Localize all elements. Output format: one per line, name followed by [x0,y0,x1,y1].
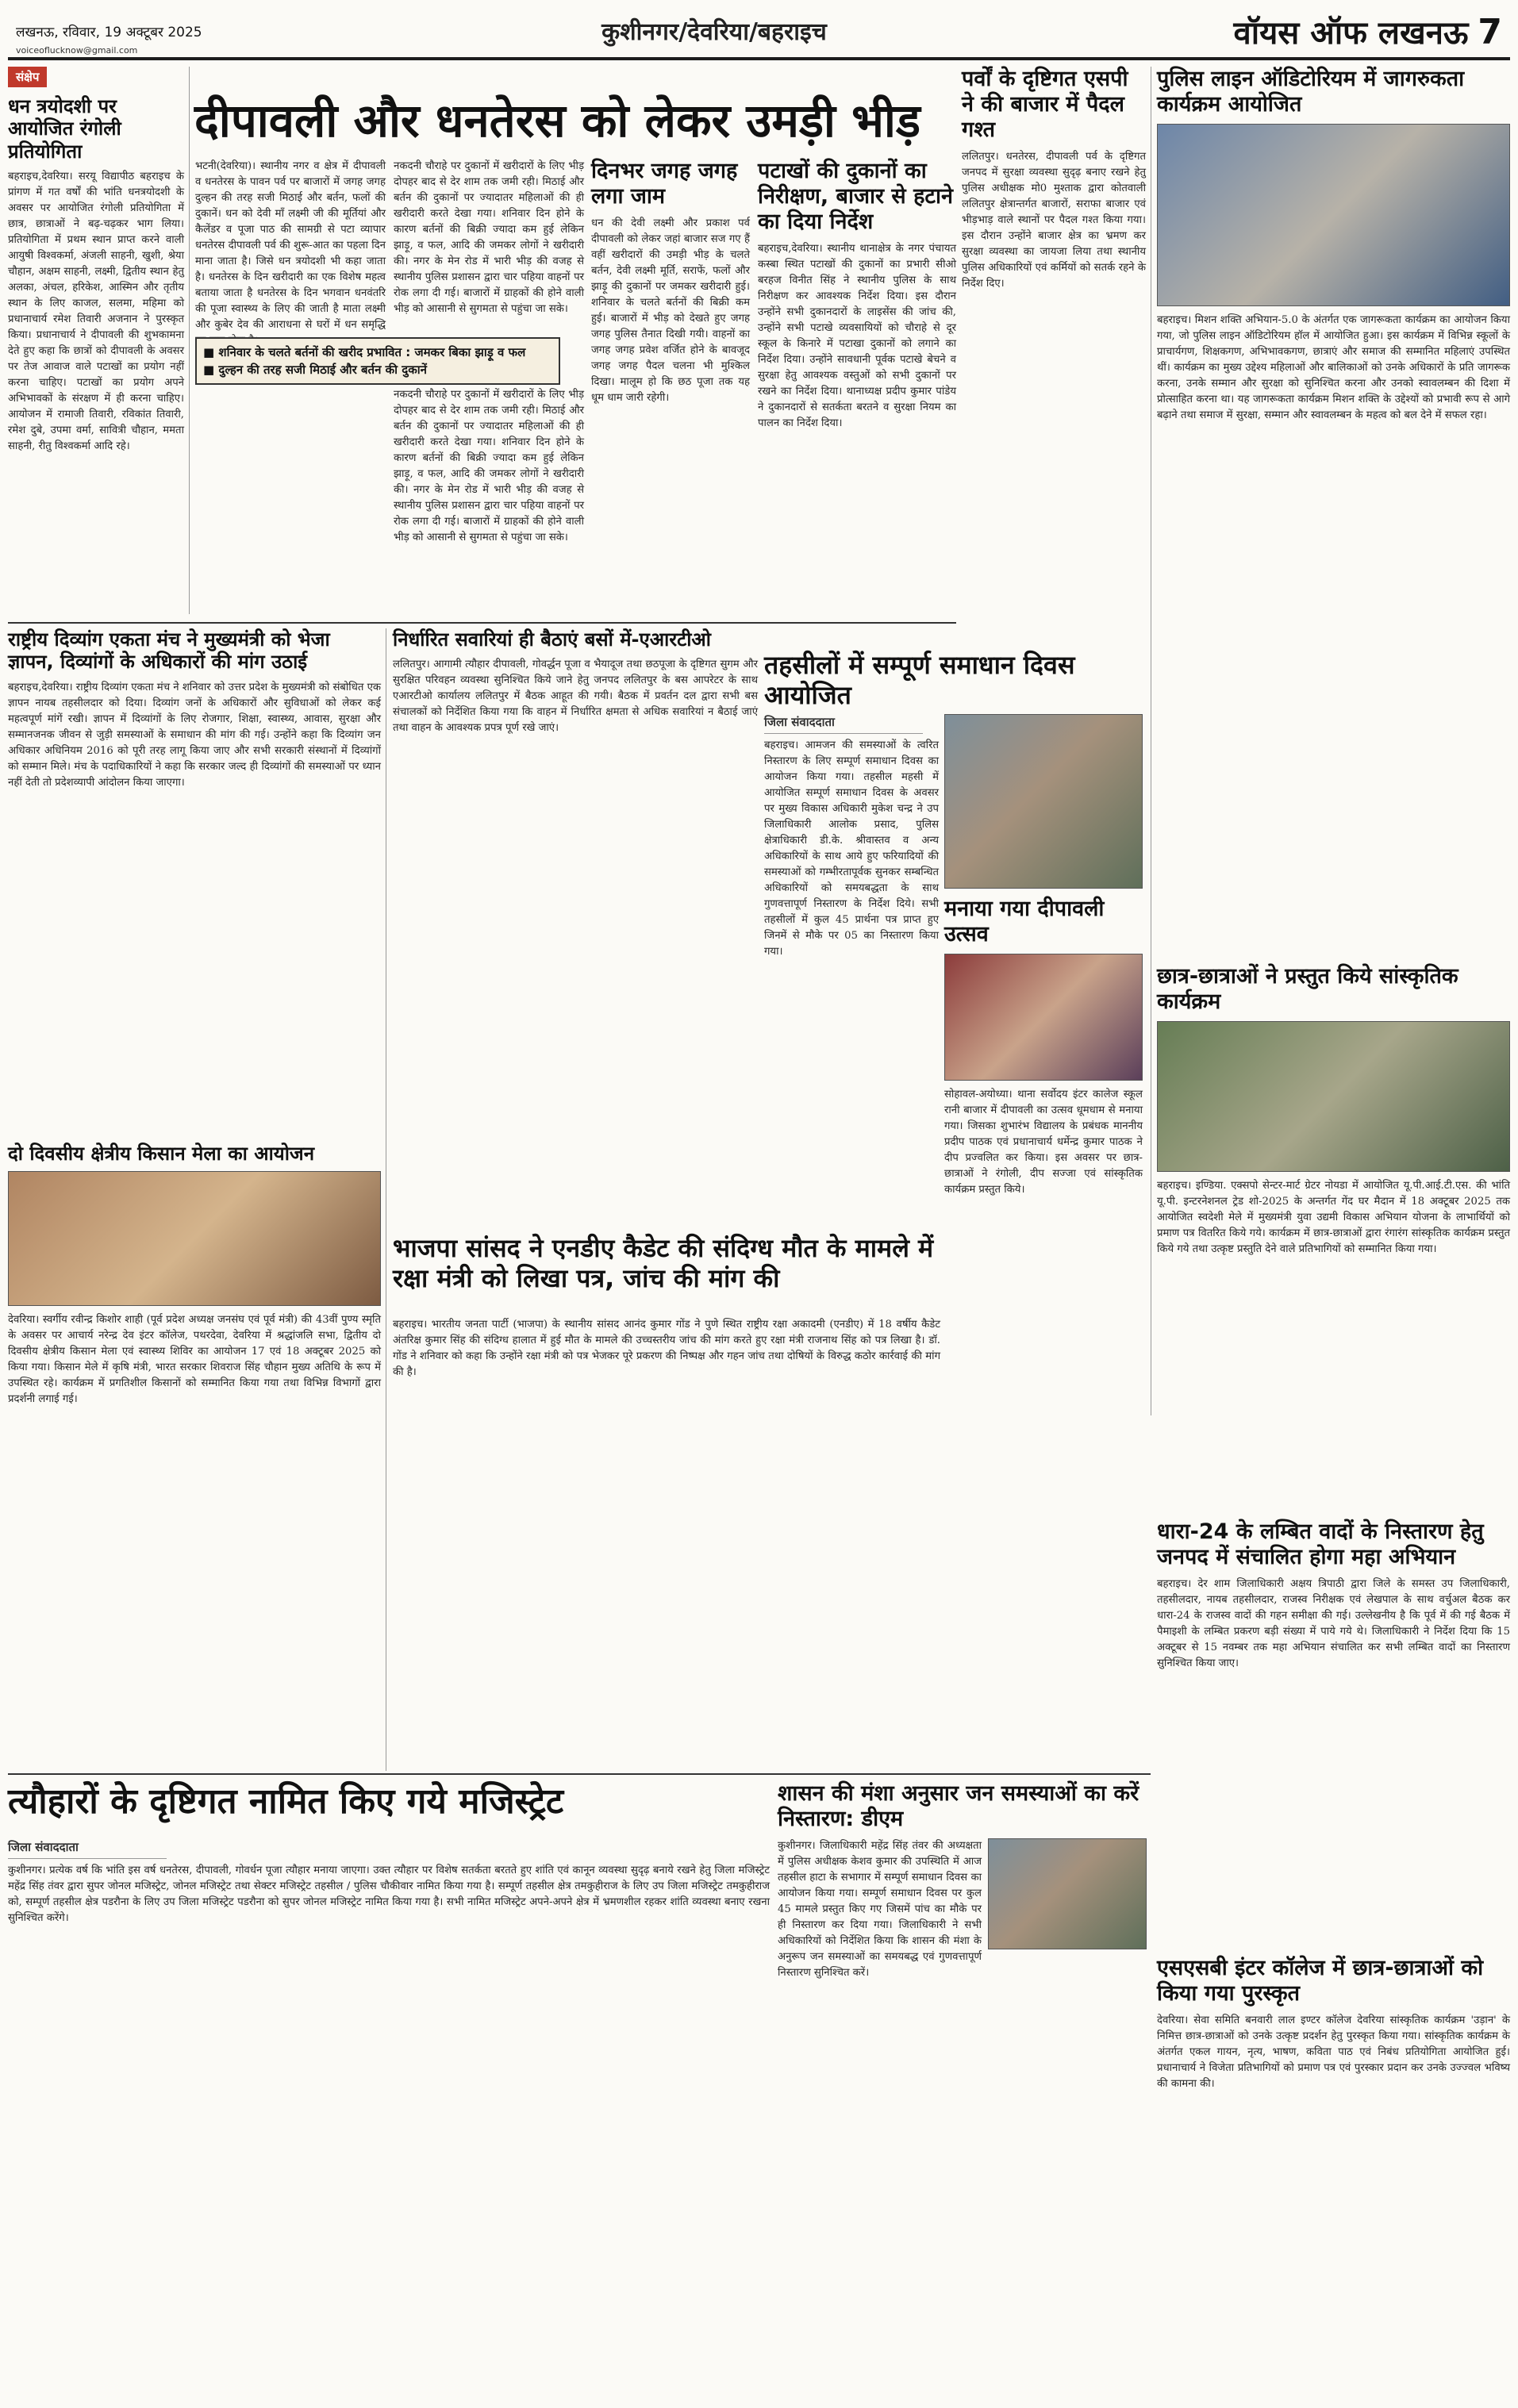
sankshep-headline: धन त्रयोदशी पर आयोजित रंगोली प्रतियोगिता [8,95,121,163]
shasan-photo [988,1838,1147,1949]
bhajpa-body-col [393,1317,944,1769]
lead-pullquotes [195,337,560,385]
lead-body-col3 [394,387,588,617]
sampoorn-body: बहराइच। आमजन की समस्याओं के त्वरित निस्तारण के लिए सम्पूर्ण समाधान दिवस का आयोजन किया गया। तहसील महसी में आयोजित सम्पूर्ण समाधान दिवस के अवसर पर मुख्य विकास अधिकारी मुकेश चन्द्र ने उप जिलाधिकारी आलोक प्रसाद, पुलिस क्षेत्राधिकारी डी.के. श्रीवास्तव व अन्य अधिकारियों के साथ आये हुए फरियादियों की समस्याओं को गम्भीरतापूर्वक सुनकर सम्बन्धित अधिकारियों को समयबद्धता के साथ गुणवत्तापूर्ण निस्तारण के निर्देश दिये। सभी तहसीलों में कुल 45 प्रार्थना पत्र प्राप्त हुए जिनमें से मौके पर 05 का निस्तारण किया गया। [764,739,943,958]
lead-headline: दीपावली और धनतेरस को लेकर उमड़ी भीड़ [194,94,920,148]
masthead-rule [8,57,1510,60]
pull-quote: ■ दुल्हन की तरह सजी मिठाई और बर्तन की दुकानें [203,361,552,378]
dhara24-story [1157,1519,1514,1948]
sampoorn-byline: जिला संवाददाता [764,714,923,734]
deepawali-utsav-photo [944,954,1143,1081]
sampoorn-body-col [764,738,943,1230]
police-line-headline: पुलिस लाइन ऑडिटोरियम में जागरुकता कार्यक्रम आयोजित [1157,67,1465,117]
dhara24-headline: धारा-24 के लम्बित वादों के निस्तारण हेतु जनपद में संचालित होगा महा अभियान [1157,1519,1484,1569]
artb-story [393,628,762,1223]
sankshep-tag: संक्षेप [8,67,47,87]
dinbhar-story [591,159,754,623]
section-rule [8,1773,1151,1775]
dhara24-body: बहराइच। देर शाम जिलाधिकारी अक्षय त्रिपाठी द्वारा जिले के समस्त उप जिलाधिकारी, तहसीलदार, नायब तहसीलदार, राजस्व निरीक्षक एवं लेखपाल के साथ वर्चुअल बैठक कर धारा-24 के राजस्व वादों की गहन समीक्षा की गई। उल्लेखनीय है कि पूर्व में की गई बैठक में पैमाइशी के लम्बित प्रकरण बड़ी संख्या में पाये गये थे। जिलाधिकारी ने निर्देश दिया कि 15 अक्टूबर से 15 नवम्बर तक महा अभियान संचालित कर सभी लम्बित वादों का निस्तारण सुनिश्चित किया जाए। [1157,1577,1514,1669]
lead-continuation-2: नकदनी चौराहे पर दुकानों में खरीदारों के लिए भीड़ दोपहर बाद से देर शाम तक जमी रही। मिठाई और बर्तन की दुकानों पर ज्यादातर महिलाओं की ही खरीदारी करते देखा गया। शनिवार दिन होने के कारण बर्तनों की बिक्री ज्यादा कम हुई लेकिन झाड़ू, व फल, आदि की जमकर लोगों ने खरीदारी की। नगर के मेन रोड में भारी भीड़ की वजह से स्थानीय पुलिस प्रशासन द्वारा चार पहिया वाहनों पर रोक लगा दी गई। बाजारों में ग्राहकों की होने वाली भीड़ को आसानी से सुगमता से पहुंचा जा सके। [394,389,588,543]
essabi-story [1157,1956,1514,2400]
police-line-photo [1157,124,1510,306]
paidal-gasht-story [962,67,1150,622]
majistret-body-col [8,1863,774,2395]
page-number: 7 [1478,12,1502,52]
cultural-photo [1157,1021,1510,1172]
pull-quote: ■ शनिवार के चलते बर्तनों की खरीद प्रभावित : जमकर बिका झाड़ू व फल [203,344,552,361]
patakhe-headline: पटाखों की दुकानों का निरीक्षण, बाजार से हटाने का दिया निर्देश [758,159,954,234]
cultural-story [1157,964,1514,1511]
issue-date [16,22,202,56]
majistret-byline: जिला संवाददाता [8,1839,167,1859]
deepawali-utsav-story [944,897,1147,1412]
lead-body-col1 [195,159,386,619]
divyang-headline: राष्ट्रीय दिव्यांग एकता मंच ने मुख्यमंत्री को भेजा ज्ञापन, दिव्यांगों के अधिकारों की मांग उठाई [8,628,330,674]
contact-email: voiceoflucknow@gmail.com [16,45,138,56]
majistret-headline: त्यौहारों के दृष्टिगत नामित किए गये मजिस्ट्रेट [8,1781,564,1822]
divyang-story [8,628,385,1136]
shasan-body: कुशीनगर। जिलाधिकारी महेंद्र सिंह तंवर की अध्यक्षता में पुलिस अधीक्षक केशव कुमार की उपस्थिति में आज तहसील हाटा के सभागार में सम्पूर्ण समाधान दिवस का आयोजन किया गया। सम्पूर्ण समाधान दिवस पर कुल 45 मामले प्रस्तुत किए गए जिसमें पांच का मौके पर ही निस्तारण कर दिया गया। जिलाधिकारी ने सभी अधिकारियों को निर्देशित किया कि शासन की मंशा के अनुरूप जन समस्याओं का समयबद्ध एवं गुणवत्तापूर्ण निस्तारण सुनिश्चित करें। [778,1839,986,1979]
column-divider [189,67,190,614]
paidal-gasht-headline: पर्वों के दृष्टिगत एसपी ने की बाजार में पैदल गश्त [962,67,1128,142]
lead-body-col2 [394,159,588,333]
masthead-brand [1233,10,1502,53]
cultural-body: बहराइच। इण्डिया. एक्सपो सेन्टर-मार्ट ग्रेटर नोयडा में आयोजित यू.पी.आई.टी.एस. की भांति यू.पी. इन्टरनेशनल ट्रेड शो-2025 के अन्तर्गत गेंद घर मैदान में 18 अक्टूबर 2025 तक आयोजित स्वदेशी मेले में मुख्यमंत्री युवा उद्यमी विकास अभियान योजना के लाभार्थियों को प्रमाण पत्र वितरित किये गये। कार्यक्रम में छात्र-छात्राओं द्वारा रंगारंग सांस्कृतिक कार्यक्रम प्रस्तुत किये गये तथा उत्कृष्ट प्रस्तुति देने वाले प्रतिभागियों को सम्मानित किया गया। [1157,1179,1514,1255]
essabi-body: देवरिया। सेवा समिति बनवारी लाल इण्टर कॉलेज देवरिया सांस्कृतिक कार्यक्रम 'उड़ान' के निमित्त छात्र-छात्राओं को उनके उत्कृष्ट प्रदर्शन हेतु पुरस्कृत किया गया। सांस्कृतिक कार्यक्रम के अंतर्गत एकल गायन, नृत्य, भाषण, कविता पाठ एवं निबंध प्रतियोगिता आयोजित हुई। प्रधानाचार्य ने विजेता प्रतिभागियों को प्रमाण पत्र एवं पुरस्कार प्रदान कर उनके उज्ज्वल भविष्य की कामना की। [1157,2014,1514,2090]
bhajpa-body: बहराइच। भारतीय जनता पार्टी (भाजपा) के स्थानीय सांसद आनंद कुमार गोंड ने पुणे स्थित राष्ट्रीय रक्षा अकादमी (एनडीए) में 18 वर्षीय कैडेट अंतरिक्ष कुमार सिंह की संदिग्ध हालात में हुई मौत के मामले की उच्चस्तरीय जांच की मांग करते हुए रक्षा मंत्री राजनाथ सिंह को पत्र लिखा है। डॉ. गोंड ने शनिवार को कहा कि उन्होंने रक्षा मंत्री को पत्र भेजकर पूरे प्रकरण की निष्पक्ष और गहन जांच तथा दोषियों के विरुद्ध कठोर कार्रवाई की मांग की है। [393,1319,944,1378]
police-line-body: बहराइच। मिशन शक्ति अभियान-5.0 के अंतर्गत एक जागरूकता कार्यक्रम का आयोजन किया गया, जो पुलिस लाइन ऑडिटोरियम हॉल में आयोजित हुआ। इस कार्यक्रम में विभिन्न स्कूलों के प्राचार्यगण, शिक्षकगण, अभिभावकगण, छात्राएं और समाज की सम्मानित महिलाएं उपस्थित थीं। कार्यक्रम का मुख्य उद्देश्य महिलाओं और बालिकाओं को उनके अधिकारों के प्रति जागरूक करना, उनके सम्मान और सुरक्षा को सुनिश्चित करना और उनको स्वावलम्बन की दिशा में प्रोत्साहित करना था। यह जागरूकता कार्यक्रम मिशन शक्ति के उद्देश्यों को प्रभावी रूप से आगे बढ़ाने तथा समाज में सुरक्षा, सम्मान और स्वावलम्बन के महत्व को बल देने में सफल रहा। [1157,313,1514,421]
dinbhar-body: धन की देवी लक्ष्मी और प्रकाश पर्व दीपावली को लेकर जहां बाजार सज गए हैं वहीं खरीदारों की उमड़ी भीड़ के चलते बर्तन, देवी लक्ष्मी मूर्ति, सराफें, फलों और झाड़ू की दुकानों पर जमकर खरीदारी हुई। शनिवार के चलते बर्तनों की बिक्री कम हुई। बाजारों में भीड़ को देखते हुए जगह जगह पुलिस तैनात दिखी गयी। वाहनों का जगह जगह प्रवेश वर्जित होने के बावजूद जगह जगह पैदल चलना भी मुश्किल दिखा। मालूम हो कि छठ पूजा तक यह धूम धाम जारी रहेगी। [591,217,754,404]
shasan-story [778,1781,1147,2400]
sampoorn-headline: तहसीलों में सम्पूर्ण समाधान दिवस आयोजित [764,650,1075,710]
sankshep-column [8,67,188,614]
kisan-mela-story [8,1143,385,1793]
artb-headline: निर्धारित सवारियां ही बैठाएं बसों में-एआरटीओ [393,628,711,651]
sankshep-body: बहराइच,देवरिया। सरयू विद्यापीठ बहराइच के प्रांगण में गत वर्षों की भांति धनत्रयोदशी के अवसर पर आयोजित रंगोली प्रतियोगिता में छात्र, छात्राओं ने बढ़-चढ़कर भाग लिया। प्रतियोगिता में प्रथम स्थान प्राप्त करने वाली आयुषी विश्वकर्मा, अंजली साहनी, खुशी, श्रेया चौहान, अक्षम साहनी, लक्ष्मी, द्वितीय स्थान हेतु अलका, अंचल, हरिकेश, आस्मिन और तृतीय स्थान के लिए काजल, सलमा, महिमा को प्रधानाचार्य रमेश तिवारी अजनान ने पुरस्कृत किया। प्रधानाचार्य ने दीपावली की शुभकामना देते हुए कहा कि छात्रों को दीपावली के अवसर पर तेज आवाज वाले पटाखों का प्रयोग नहीं करना चाहिए। पटाखों का प्रयोग अपने अभिभावकों के संरक्षण में ही करना चाहिए। आयोजन में रामाजी तिवारी, रविकांत तिवारी, रमेश दुबे, उपमा वर्मा, सावित्री चौहान, ममता साहनी, रीतु विश्वकर्मा आदि रहे। [8,170,188,452]
lead-continuation: नकदनी चौराहे पर दुकानों में खरीदारों के लिए भीड़ दोपहर बाद से देर शाम तक जमी रही। मिठाई और बर्तन की दुकानों पर ज्यादातर महिलाओं की ही खरीदारी करते देखा गया। शनिवार दिन होने के कारण बर्तनों की बिक्री ज्यादा कम हुई लेकिन झाड़ू, व फल, आदि की जमकर लोगों ने खरीदारी की। नगर के मेन रोड में भारी भीड़ की वजह से स्थानीय पुलिस प्रशासन द्वारा चार पहिया वाहनों पर रोक लगा दी गई। बाजारों में ग्राहकों की होने वाली भीड़ को आसानी से सुगमता से पहुंचा जा सके। [394,160,588,315]
patakhe-story [758,159,960,623]
lead-body: भटनी(देवरिया)। स्थानीय नगर व क्षेत्र में दीपावली व धनतेरस के पावन पर्व पर बाजारों में जगह जगह दुल्हन की तरह सजी मिठाई और बर्तन, फलों की दुकानें। धन को देवी माँ लक्ष्मी जी की मूर्तियां और कैलेंडर व पूजा पाठ की सामग्री से पटा व्यापार धनतेरस दीपावली पर्व की शुरू-आत का पहला दिन माना जाता है। जिसे धन त्रयोदशी भी कहा जाता है। धनतेरस के दिन खरीदारी का एक विशेष महत्व बताया जाता है धनतेरस के दिन भगवान धनवंतरि की पूजा स्वास्थ्य के लिए की जाती है माता लक्ष्मी और कुबेर देव की आराधना से घरों में धन समृद्धि [195,160,386,331]
kisan-mela-headline: दो दिवसीय क्षेत्रीय किसान मेला का आयोजन [8,1143,315,1165]
deepawali-utsav-headline: मनाया गया दीपावली उत्सव [944,897,1105,947]
dinbhar-headline: दिनभर जगह जगह लगा जाम [591,159,738,209]
divyang-body: बहराइच,देवरिया। राष्ट्रीय दिव्यांग एकता मंच ने शनिवार को उत्तर प्रदेश के मुख्यमंत्री को संबोधित एक ज्ञापन नायब तहसीलदार को दिया। दिव्यांग जनों के अधिकारों और सुविधाओं को लेकर कई महत्वपूर्ण मांगें रखी। ज्ञापन में दिव्यांगों के लिए रोजगार, शिक्षा, स्वास्थ्य, आवास, सुरक्षा और सम्मानजनक जीवन से जुड़ी समस्याओं के समाधान की मांग की गई। उन्होंने कहा कि दिव्यांग जन अधिकार अधिनियम 2016 को पूरी तरह लागू किया जाए और सभी सरकारी संस्थानों में दिव्यांगों को सम्मान मिले। मंच के पदाधिकारियों ने कहा कि सरकार जल्द ही दिव्यांगों की समस्याओं पर ध्यान नहीं देती तो प्रदेशव्यापी आंदोलन किया जाएगा। [8,681,385,789]
brand-name: वॉयस ऑफ लखनऊ [1233,15,1469,52]
deepawali-utsav-body: सोहावल-अयोध्या। थाना सर्वोदय इंटर कालेज स्कूल रानी बाजार में दीपावली का उत्सव धूमधाम से मनाया गया। जिसका शुभारंभ विद्यालय के प्रबंधक माननीय प्रदीप पाठक एवं प्रधानाचार्य धर्मेन्द्र कुमार पाठक ने दीप प्रज्वलित कर किया। इस अवसर पर छात्र-छात्राओं ने रंगोली, दीप सज्जा एवं सांस्कृतिक कार्यक्रम प्रस्तुत किये। [944,1088,1147,1196]
edition-title: कुशीनगर/देवरिया/बहराइच [601,18,827,46]
date-line: लखनऊ, रविवार, 19 अक्टूबर 2025 [16,25,202,40]
paidal-gasht-body: ललितपुर। धनतेरस, दीपावली पर्व के दृष्टिगत जनपद में सुरक्षा व्यवस्था सुदृढ़ बनाए रखने हेतु पुलिस अधीक्षक मो0 मुश्ताक द्वारा कोतवाली ललितपुर क्षेत्रान्तर्गत बाजारों, सराफा बाजार एवं भीड़भाड़ वाले स्थानों पर पैदल गश्त किया गया। इस दौरान उन्होंने बाजार क्षेत्र का भ्रमण कर सुरक्षा व्यवस्था का जायजा लिया तथा स्थानीय पुलिस अधिकारियों एवं कर्मियों को सतर्क रहने के निर्देश दिए। [962,150,1150,290]
police-line-story [1157,67,1514,955]
kisan-mela-photo [8,1171,381,1306]
kisan-mela-body: देवरिया। स्वर्गीय रवीन्द्र किशोर शाही (पूर्व प्रदेश अध्यक्ष जनसंघ एवं पूर्व मंत्री) की 43वीं पुण्य स्मृति के अवसर पर आचार्य नरेन्द्र देव इंटर कॉलेज, पथरदेवा, देवरिया में श्रद्धांजलि सभा, द्वितीय दो दिवसीय क्षेत्रीय किसान मेला एवं स्वास्थ्य शिविर का आयोजन 17 एवं 18 अक्टूबर 2025 को किया गया। किसान मेले में कृषि मंत्री, भारत सरकार शिवराज सिंह चौहान मुख्य अतिथि के रूप में उपस्थित रहे। कार्यक्रम में प्रगतिशील किसानों को सम्मानित किया गया तथा विभिन्न विभागों द्वारा प्रदर्शनी लगाई गई। [8,1314,385,1406]
essabi-headline: एसएसबी इंटर कॉलेज में छात्र-छात्राओं को किया गया पुरस्कृत [1157,1956,1484,2006]
majistret-body: कुशीनगर। प्रत्येक वर्ष कि भांति इस वर्ष धनतेरस, दीपावली, गोवर्धन पूजा त्यौहार मनाया जाएगा। उक्त त्यौहार पर विशेष सतर्कता बरतते हुए शांति एवं कानून व्यवस्था सुदृढ़ बनाये रखने हेतु जिला मजिस्ट्रेट महेंद्र सिंह तंवर द्वारा सुपर जोनल मजिस्ट्रेट, जोनल मजिस्ट्रेट तथा सेक्टर मजिस्ट्रेट तहसील / पुलिस चौकीवार नामित किया गया है। सम्पूर्ण तहसील क्षेत्र तमकुहीराज के लिए उप जिला मजिस्ट्रेट तमकुहीराज को, सम्पूर्ण तहसील क्षेत्र पडरौना के लिए उप जिला मजिस्ट्रेट पडरौना को सुपर जोनल मजिस्ट्रेट नामित किया गया है। सभी नामित मजिस्ट्रेट अपने-अपने क्षेत्र में भ्रमणशील रहकर शांति व्यवस्था बनाए रखना सुनिश्चित करेंगे। [8,1865,774,1924]
bhajpa-headline: भाजपा सांसद ने एनडीए कैडेट की संदिग्ध मौत के मामले में रक्षा मंत्री को लिखा पत्र, जांच की मांग की [393,1233,934,1293]
shasan-headline: शासन की मंशा अनुसार जन समस्याओं का करें निस्तारण: डीएम [778,1781,1139,1831]
section-rule [8,622,956,624]
sampoorn-photo [944,714,1143,889]
cultural-headline: छात्र-छात्राओं ने प्रस्तुत किये सांस्कृतिक कार्यक्रम [1157,964,1458,1014]
patakhe-body: बहराइच,देवरिया। स्थानीय थानाक्षेत्र के नगर पंचायत कस्बा स्थित पटाखों की दुकानों का प्रभारी सीओ बरहज विनीत सिंह ने स्थानीय पुलिस के साथ निरीक्षण कर आवश्यक निर्देश दिया। इस दौरान उन्होंने सभी दुकानदारों के लाइसेंस की जांच की, उन्होंने सभी पटाखे व्यवसायियों को चौराहे से दूर स्कूल के किनारे में पटाखा दुकानों को लगाने का निर्देश दिया। उन्होंने सावधानी पूर्वक पटाखे बेचने व सुरक्षा हेतु आवश्यक वस्तुओं को सभी दुकानों पर रखने का निर्देश दिया। थानाध्यक्ष प्रदीप कुमार पांडेय ने दुकानदारों से सतर्कता बरतने व सुरक्षा नियम का पालन का निर्देश दिया। [758,242,960,429]
artb-body: ललितपुर। आगामी त्यौहार दीपावली, गोवर्द्धन पूजा व भैयादूज तथा छठपूजा के दृष्टिगत सुगम और सुरक्षित परिवहन व्यवस्था सुनिश्चित किये जाने हेतु जनपद ललितपुर के बस आपरेटर के साथ एआरटीओ कार्यालय ललितपुर में बैठक आहूत की गयी। बैठक में प्रवर्तन दल द्वारा सभी बस संचालकों को निर्देशित किया गया कि वाहन में निर्धारित क्षमता से अधिक सवारियां न बैठाई जाएं तथा वाहन के आवश्यक प्रपत्र पूर्ण रखे जाएं। [393,659,762,735]
